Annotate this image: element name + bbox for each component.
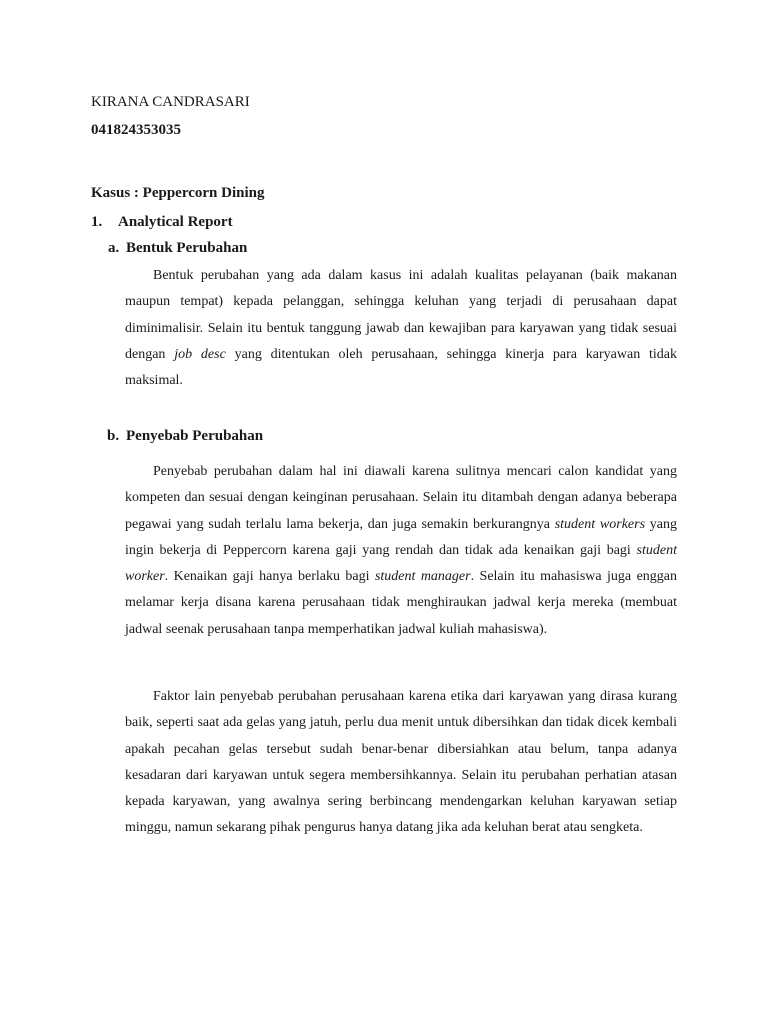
section-number: 1.: [91, 214, 103, 230]
author-id-number: 041824353035: [91, 122, 181, 138]
paragraph-italic-text: student manager: [374, 569, 471, 585]
author-name: KIRANA CANDRASARI: [91, 94, 250, 110]
subsection-b-letter: b.: [107, 428, 120, 444]
section-title: Analytical Report: [118, 214, 233, 230]
paragraph-italic-text: job desc: [174, 346, 226, 362]
paragraph-text: Penyebab perubahan dalam hal ini diawali karena sulitnya mencari calon kandidat yang kompeten dan sesuai dengan keinginan perusahaan. Selain itu ditambah dengan adanya beberapa pegawai yang sudah terlalu lama bekerja, dan juga semakin berkurangnya: [125, 464, 677, 532]
subsection-b-paragraph-2: [125, 684, 677, 842]
subsection-a-paragraph: [125, 263, 677, 394]
paragraph-text: Bentuk perubahan yang ada dalam kasus ini adalah kualitas pelayanan (baik makanan maupun tempat) kepada pelanggan, sehingga keluhan yang terjadi di perusahaan dapat diminimalisir. Selain itu bentuk tanggung jawab dan kewajiban para karyawan yang tidak sesuai dengan: [125, 268, 677, 362]
paragraph-italic-text: student worker: [125, 542, 677, 585]
paragraph-text: yang ditentukan oleh perusahaan, sehingga kinerja para karyawan tidak maksimal.: [125, 346, 678, 389]
subsection-b-paragraph-1: [125, 459, 677, 643]
paragraph-text: Faktor lain penyebab perubahan perusahaan karena etika dari karyawan yang dirasa kurang baik, seperti saat ada gelas yang jatuh, perlu dua menit untuk dibersihkan dan tidak dicek kembali apakah pecahan gelas tersebut sudah benar-benar dibersiahkan atau belum, tanpa adanya kesadaran dari karyawan untuk segera membersihkannya. Selain itu perubahan perhatian atasan kepada karyawan, yang awalnya sering berbincang mendengarkan keluhan karyawan setiap minggu, namun sekarang pihak pengurus hanya datang jika ada keluhan berat atau sengketa.: [125, 689, 677, 836]
paragraph-text: . Selain itu mahasiswa juga enggan melamar kerja disana karena perusahaan tidak menghiraukan jadwal kerja mereka (membuat jadwal seenak perusahaan tanpa memperhatikan jadwal kuliah mahasiswa).: [125, 569, 677, 637]
subsection-a-title: Bentuk Perubahan: [126, 240, 248, 256]
paragraph-text: yang ingin bekerja di Peppercorn karena gaji yang rendah dan tidak ada kenaikan gaji bagi: [125, 516, 677, 558]
subsection-a-letter: a.: [108, 240, 120, 256]
case-title: Kasus : Peppercorn Dining: [91, 185, 265, 201]
subsection-b-title: Penyebab Perubahan: [126, 428, 264, 444]
paragraph-italic-text: student workers: [554, 516, 646, 532]
paragraph-text: . Kenaikan gaji hanya berlaku bagi: [164, 569, 375, 585]
